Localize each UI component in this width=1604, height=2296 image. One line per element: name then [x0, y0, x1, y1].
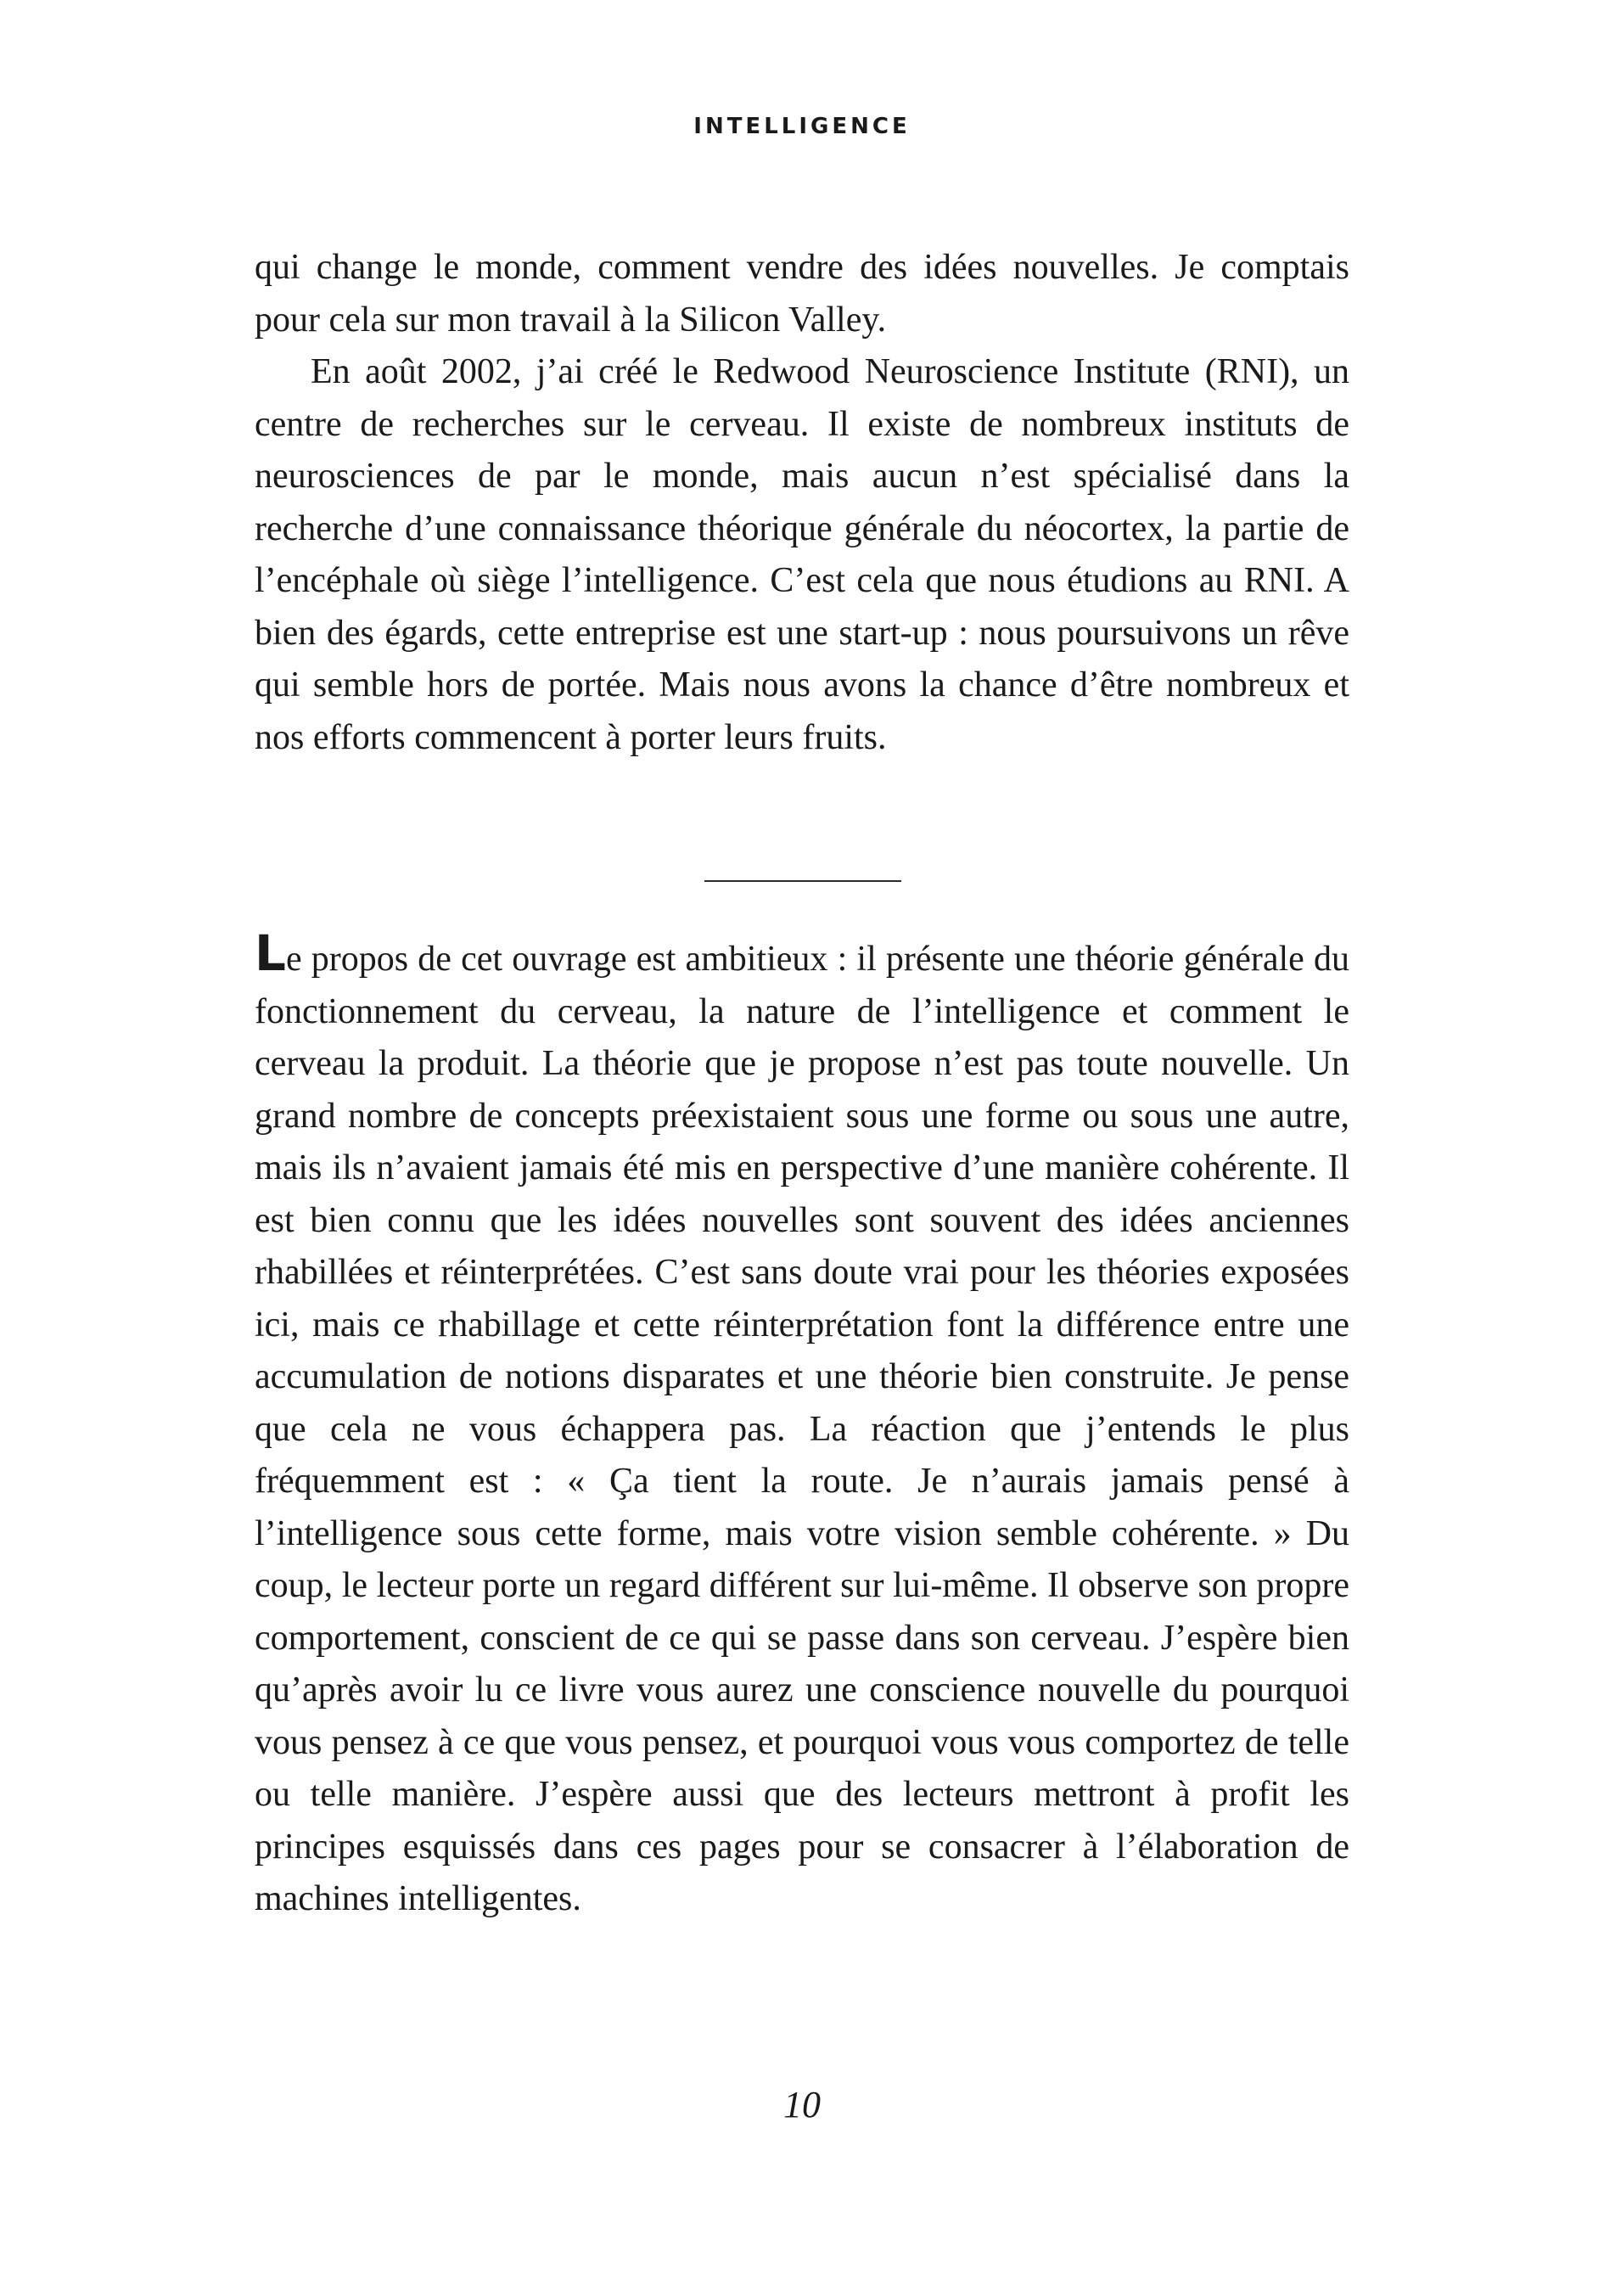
drop-cap: L [255, 924, 286, 982]
section-divider [704, 880, 901, 882]
section-1-text [255, 242, 1349, 764]
section-2-text [255, 924, 1349, 1926]
paragraph-continued: qui change le monde, comment vendre des idées nouvelles. Je comptais pour cela sur mon travail à la Silicon Valley. [255, 248, 1349, 340]
paragraph-body: e propos de cet ouvrage est ambitieux : il présente une théorie générale du fonctionnement du cerveau, la nature de l’intelligence et comment le cerveau la produit. La théorie que je propose n’est pas toute nouvelle. Un grand nombre de concepts préexistaient sous une forme ou sous une autre, mais ils n’avaient jamais été mis en perspective d’une manière cohérente. Il est bien connu que les idées nouvelles sont souvent des idées anciennes rhabillées et réinterprétées. C’est sans doute vrai pour les théories exposées ici, mais ce rhabillage et cette réinterprétation font la différence entre une accumulation de notions disparates et une théorie bien construite. Je pense que cela ne vous échappera pas. La réaction que j’entends le plus fréquemment est : « Ça tient la route. Je n’aurais jamais pensé à l’intelligence sous cette forme, mais votre vision semble cohérente. » Du coup, le lecteur porte un regard différent sur lui-même. Il observe son propre comportement, conscient de ce qui se passe dans son cerveau. J’espère bien qu’après avoir lu ce livre vous aurez une conscience nouvelle du pourquoi vous pensez à ce que vous pensez, et pourquoi vous vous comportez de telle ou telle manière. J’espère aussi que des lecteurs mettront à profit les principes esquissés dans ces pages pour se consacrer à l’élaboration de machines intelligentes. [255, 940, 1349, 1918]
paragraph-rni: En août 2002, j’ai créé le Redwood Neuroscience Institute (RNI), un centre de recherches sur le cerveau. Il existe de nombreux instituts de neurosciences de par le monde, mais aucun n’est spécialisé dans la recherche d’une connaissance théorique générale du néocortex, la partie de l’encéphale où siège l’intelligence. C’est cela que nous étudions au RNI. A bien des égards, cette entreprise est une start-up : nous poursuivons un rêve qui semble hors de portée. Mais nous avons la chance d’être nombreux et nos efforts commencent à porter leurs fruits. [255, 352, 1349, 757]
paragraph-book-purpose [255, 924, 1349, 1926]
running-head: INTELLIGENCE [693, 114, 911, 139]
page-number: 10 [783, 2084, 821, 2125]
